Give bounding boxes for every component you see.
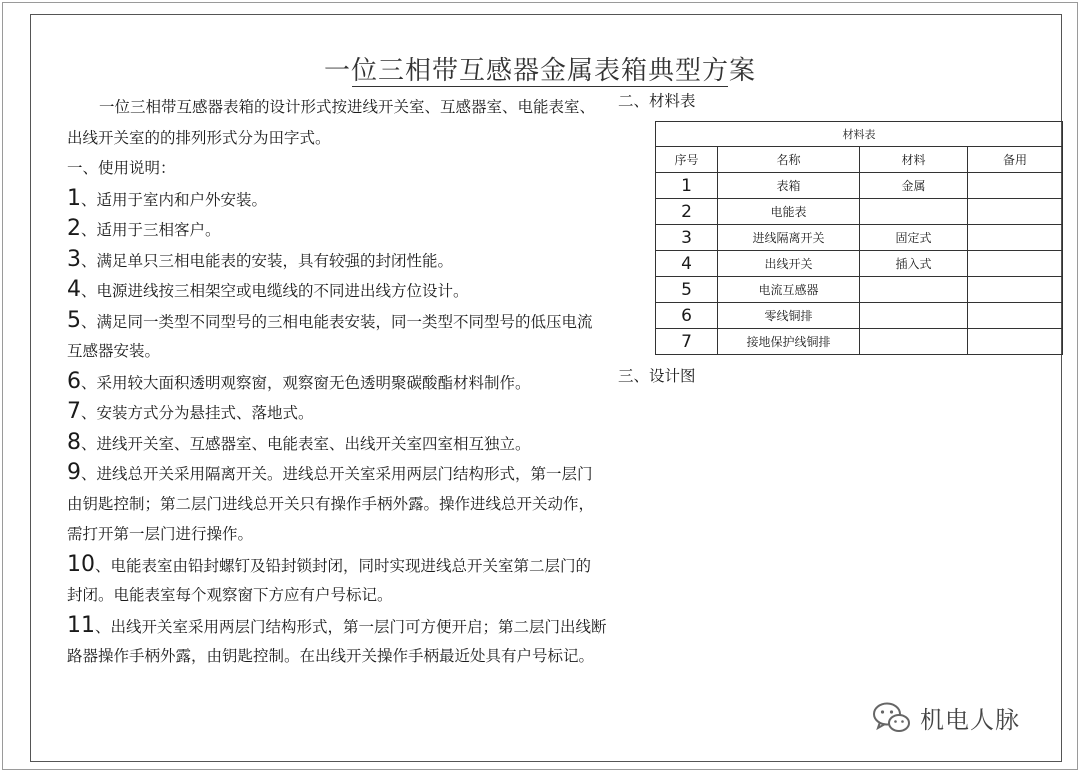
table-cell: 3 (656, 225, 718, 251)
watermark (872, 700, 1020, 735)
table-row (656, 303, 1063, 329)
table-cell (860, 329, 968, 355)
table-cell: 2 (656, 199, 718, 225)
item-text: 封闭。电能表室每个观察窗下方应有户号标记。 (67, 586, 393, 604)
intro-line: 出线开关室的的排列形式分为田字式。 (67, 128, 331, 147)
table-row (656, 277, 1063, 303)
item-text: 、安装方式分为悬挂式、落地式。 (81, 404, 314, 422)
item-text: 、进线开关室、互感器室、电能表室、出线开关室四室相互独立。 (81, 434, 531, 453)
materials-table (655, 121, 1063, 355)
usage-item (67, 245, 587, 276)
item-text: 由钥匙控制；第二层门进线总开关只有操作手柄外露。操作进线总开关动作， (67, 494, 595, 513)
item-text: 、采用较大面积透明观察窗，观察窗无色透明聚碳酸酯材料制作。 (81, 373, 531, 392)
section-heading-design: 三、设计图 (618, 367, 696, 385)
usage-column (67, 92, 607, 672)
header-cell: 备用 (968, 147, 1063, 173)
item-text: 、进线总开关采用隔离开关。进线总开关室采用两层门结构形式，第一层门 (81, 465, 593, 483)
header-cell: 序号 (656, 147, 718, 173)
item-text: 、满足同一类型不同型号的三相电能表安装，同一类型不同型号的低压电流 (81, 312, 593, 331)
item-number: 1 (67, 185, 81, 211)
item-number: 6 (67, 368, 81, 394)
usage-item (67, 397, 587, 428)
usage-item (67, 306, 593, 337)
item-text: 需打开第一层门进行操作。 (67, 525, 254, 543)
usage-list (67, 184, 607, 672)
table-cell: 6 (656, 303, 718, 329)
item-text: 路器操作手柄外露，由钥匙控制。在出线开关操作手柄最近处具有户号标记。 (67, 647, 595, 665)
table-cell: 表箱 (718, 173, 860, 199)
item-number: 11 (67, 612, 95, 638)
item-number: 8 (67, 429, 81, 455)
table-cell: 进线隔离开关 (718, 225, 860, 251)
section-heading-usage: 一、使用说明： (67, 159, 176, 177)
table-cell: 接地保护线铜排 (718, 329, 860, 355)
item-number: 9 (67, 460, 81, 485)
item-text: 、适用于室内和户外安装。 (81, 190, 268, 209)
table-cell (968, 251, 1063, 277)
usage-item (67, 550, 592, 581)
table-cell (860, 199, 968, 225)
header-cell: 材料 (860, 147, 968, 173)
table-cell: 出线开关 (718, 251, 860, 277)
table-row (656, 199, 1063, 225)
usage-item (67, 519, 587, 550)
table-cell: 零线铜排 (718, 303, 860, 329)
usage-item (67, 428, 587, 459)
usage-item (67, 580, 587, 611)
table-cell: 金属 (860, 173, 968, 199)
table-cell (860, 303, 968, 329)
table-row (656, 251, 1063, 277)
usage-item (67, 214, 587, 245)
watermark-text: 机电人脉 (920, 706, 1020, 734)
usage-item (67, 641, 595, 672)
item-number: 10 (67, 551, 95, 577)
header-cell: 名称 (718, 147, 860, 173)
table-cell: 5 (656, 277, 718, 303)
usage-item (67, 184, 587, 215)
item-number: 3 (67, 246, 81, 272)
item-number: 5 (67, 307, 81, 333)
table-row (656, 225, 1063, 251)
item-text: 互感器安装。 (67, 342, 161, 360)
table-cell (968, 225, 1063, 251)
item-number: 2 (67, 216, 81, 241)
table-cell (860, 277, 968, 303)
intro-line: 一位三相带互感器表箱的设计形式按进线开关室、互感器室、电能表室、 (99, 98, 596, 116)
usage-item (67, 367, 587, 398)
item-text: 、适用于三相客户。 (81, 221, 221, 239)
table-cell (968, 199, 1063, 225)
table-cell: 电流互感器 (718, 277, 860, 303)
table-cell (968, 277, 1063, 303)
usage-item (67, 275, 587, 306)
table-header-row (656, 147, 1063, 173)
table-caption: 材料表 (656, 122, 1063, 147)
item-number: 4 (67, 277, 81, 302)
table-cell (968, 329, 1063, 355)
table-cell: 电能表 (718, 199, 860, 225)
item-text: 、电能表室由铅封螺钉及铅封锁封闭，同时实现进线总开关室第二层门的 (95, 556, 592, 575)
item-number: 7 (67, 399, 81, 424)
table-row (656, 173, 1063, 199)
table-cell: 1 (656, 173, 718, 199)
table-cell: 插入式 (860, 251, 968, 277)
item-text: 、电源进线按三相架空或电缆线的不同进出线方位设计。 (81, 282, 469, 300)
table-cell: 4 (656, 251, 718, 277)
item-text: 、出线开关室采用两层门结构形式，第一层门可方便开启；第二层门出线断 (95, 617, 607, 636)
table-row (656, 329, 1063, 355)
table-cell: 7 (656, 329, 718, 355)
title-underline (352, 86, 728, 87)
item-text: 、满足单只三相电能表的安装，具有较强的封闭性能。 (81, 251, 454, 270)
table-cell (968, 303, 1063, 329)
usage-item (67, 458, 593, 489)
usage-item (67, 336, 587, 367)
wechat-icon (872, 701, 912, 735)
page-title: 一位三相带互感器金属表箱典型方案 (323, 56, 756, 86)
table-cell (968, 173, 1063, 199)
table-cell: 固定式 (860, 225, 968, 251)
usage-item (67, 611, 607, 642)
usage-item (67, 489, 595, 520)
section-heading-materials: 二、材料表 (618, 92, 696, 110)
